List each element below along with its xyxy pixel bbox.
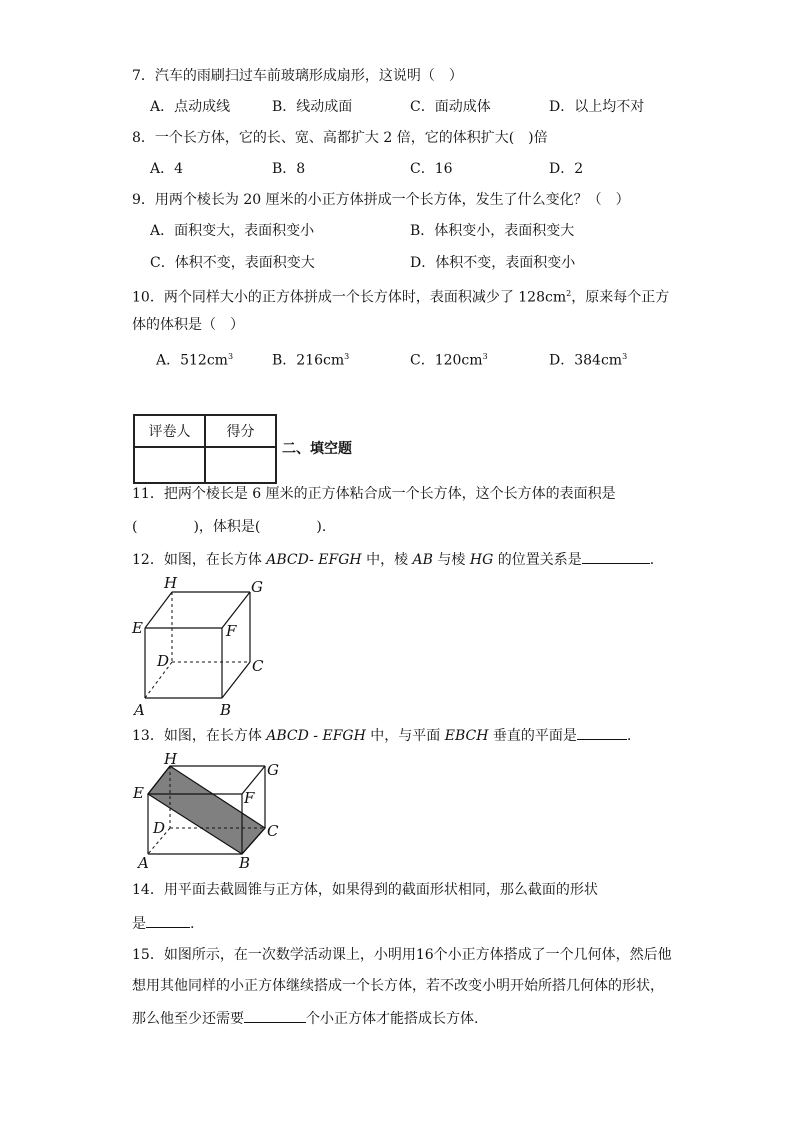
q8-option-b: B．8 <box>272 161 306 177</box>
q12-end: . <box>649 552 655 568</box>
fig13-label-c: C <box>267 822 279 840</box>
q10-stem <box>132 284 669 308</box>
score-table-reviewer-cell[interactable] <box>134 447 205 483</box>
q10-option-b-sup: 3 <box>344 352 350 361</box>
score-table-header-score: 得分 <box>205 415 276 447</box>
q8-option-c: C．16 <box>410 161 453 177</box>
q11-line2: ( )，体积是( ). <box>132 519 327 535</box>
q8-option-d: D．2 <box>549 161 584 177</box>
q12-pre: 12．如图，在长方体 <box>132 552 267 568</box>
q10-option-d-text: D．384cm <box>549 352 623 369</box>
q10-option-a-text: A．512cm <box>156 352 228 369</box>
q12-post: 的位置关系是 <box>493 552 582 568</box>
q12-math-hg: HG <box>469 552 494 568</box>
score-table <box>133 414 277 484</box>
score-table-score-cell[interactable] <box>205 447 276 483</box>
q7-stem: 7．汽车的雨刷扫过车前玻璃形成扇形，这说明（ ） <box>132 68 463 84</box>
q10-stem-line2: 体的体积是（ ） <box>132 317 244 333</box>
q12-answer-blank[interactable] <box>582 549 650 564</box>
q15-line3-post: 个小正方体才能搭成长方体. <box>306 1011 479 1027</box>
q14-line2-end: . <box>190 916 195 932</box>
q7-option-b: B．线动成面 <box>272 99 353 115</box>
q10-option-b-text: B．216cm <box>272 352 345 369</box>
q13-pre: 13．如图，在长方体 <box>132 728 267 744</box>
q8-option-a: A．4 <box>150 161 184 177</box>
fig12-label-a: A <box>134 701 145 719</box>
q9-option-c: C．体积不变，表面积变大 <box>150 255 315 271</box>
fig13-label-g: G <box>267 761 279 779</box>
q10-option-c <box>410 347 488 371</box>
fig12-label-f: F <box>226 622 237 640</box>
q13-post: 垂直的平面是 <box>488 728 577 744</box>
fig13-label-b: B <box>239 854 251 870</box>
fig12-label-c: C <box>252 657 264 675</box>
fig13-label-f: F <box>244 789 255 807</box>
q9-option-d: D．体积不变，表面积变小 <box>410 255 576 271</box>
q10-option-c-text: C．120cm <box>410 352 483 369</box>
q14-line2 <box>132 913 194 934</box>
q13-answer-blank[interactable] <box>577 725 627 740</box>
q14-answer-blank[interactable] <box>146 913 190 928</box>
q10-stem-sup: 2 <box>566 289 572 298</box>
q10-option-c-sup: 3 <box>482 352 488 361</box>
q7-option-d: D．以上均不对 <box>549 99 645 115</box>
q9-stem: 9．用两个棱长为 20 厘米的小正方体拼成一个长方体，发生了什么变化？（ ） <box>132 192 630 208</box>
q15-line1: 15．如图所示，在一次数学活动课上，小明用16个小正方体搭成了一个几何体，然后他 <box>132 947 672 963</box>
fig12-label-e: E <box>132 619 143 637</box>
q13-stem <box>132 725 631 746</box>
q10-option-b <box>272 347 349 371</box>
fig12-label-d: D <box>157 652 170 670</box>
q8-stem: 8．一个长方体，它的长、宽、高都扩大 2 倍，它的体积扩大( )倍 <box>132 130 548 146</box>
fig13-label-a: A <box>138 854 149 870</box>
score-table-header-reviewer: 评卷人 <box>134 415 205 447</box>
q10-stem-part2: ，原来每个正方 <box>571 289 670 306</box>
fig13-label-e: E <box>133 784 144 802</box>
q14-line1: 14．用平面去截圆锥与正方体，如果得到的截面形状相同，那么截面的形状 <box>132 882 598 898</box>
q7-option-a: A．点动成线 <box>150 99 231 115</box>
fig12-label-g: G <box>251 578 263 596</box>
q7-option-c: C．面动成体 <box>410 99 491 115</box>
q12-math-box: ABCD- EFGH <box>266 552 362 568</box>
section-title: 二、填空题 <box>282 441 352 457</box>
q14-line2-pre: 是 <box>132 916 146 932</box>
fig12-label-h: H <box>164 574 178 592</box>
q12-cuboid-figure <box>128 574 268 720</box>
q10-option-a-sup: 3 <box>227 352 234 361</box>
q13-mid1: 中，与平面 <box>365 728 445 744</box>
q10-stem-part1: 10．两个同样大小的正方体拼成一个长方体时，表面积减少了 128cm <box>132 289 567 306</box>
q10-option-a <box>156 347 233 371</box>
q11-line1: 11．把两个棱长是 6 厘米的正方体粘合成一个长方体，这个长方体的表面积是 <box>132 486 616 502</box>
q13-math-plane: EBCH <box>444 728 489 744</box>
q12-mid1: 中，棱 <box>361 552 413 568</box>
q12-math-ab: AB <box>412 552 433 568</box>
fig12-label-b: B <box>220 701 232 719</box>
q13-cuboid-figure <box>128 752 288 870</box>
q15-line3 <box>132 1008 478 1029</box>
q15-line3-pre: 那么他至少还需要 <box>132 1011 244 1027</box>
q15-line2: 想用其他同样的小正方体继续搭成一个长方体，若不改变小明开始所搭几何体的形状， <box>132 978 664 994</box>
q10-option-d <box>549 347 627 371</box>
q10-option-d-sup: 3 <box>622 352 628 361</box>
q12-stem <box>132 549 654 570</box>
q9-option-a: A．面积变大，表面积变小 <box>150 223 315 239</box>
q9-option-b: B．体积变小，表面积变大 <box>410 223 575 239</box>
q15-answer-blank[interactable] <box>244 1008 306 1023</box>
fig13-label-d: D <box>153 819 166 837</box>
q12-mid2: 与棱 <box>432 552 470 568</box>
q13-end: . <box>626 728 632 744</box>
fig13-label-h: H <box>164 752 178 768</box>
q13-math-box: ABCD - EFGH <box>266 728 366 744</box>
